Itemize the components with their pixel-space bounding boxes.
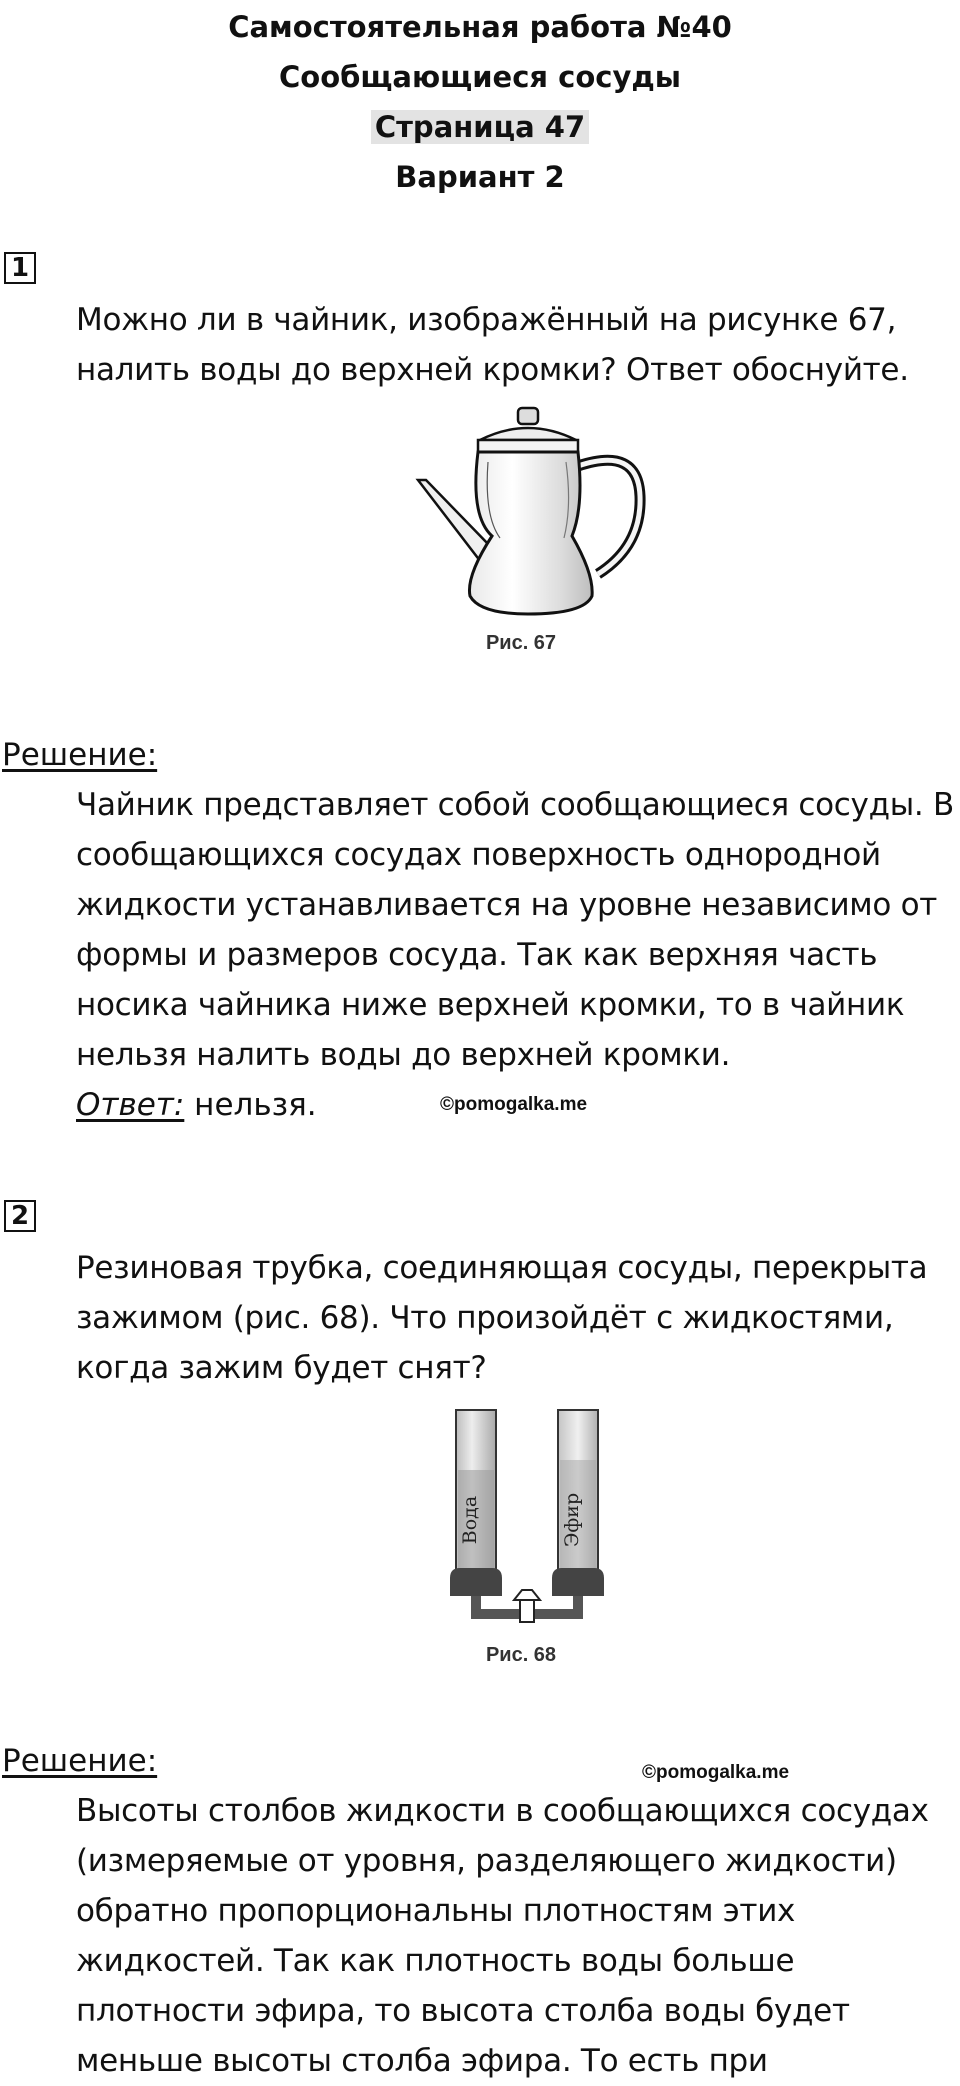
tube-right-label: Эфир <box>561 1492 583 1548</box>
page-header <box>0 0 960 202</box>
figure-68-caption: Рис. 68 <box>485 1644 557 1666</box>
figure-67-caption: Рис. 67 <box>485 632 557 654</box>
watermark-2: ©pomogalka.me <box>642 1762 790 1783</box>
figure-68 <box>416 1400 626 1680</box>
figure-67 <box>388 396 654 672</box>
teapot-illustration <box>388 396 654 626</box>
task-1-solution: Чайник представляет собой сообщающиеся сосуды. В сообщающихся сосудах поверхность однородной жидкости устанавливается на уровне независимо от формы и размеров сосуда. Так как верхняя часть носика чайника ниже верхней кромки, то в чайник нельзя налить воды до верхней кромки. <box>76 787 954 1073</box>
answer-value: нельзя. <box>194 1087 317 1123</box>
task-1-question: Можно ли в чайник, изображённый на рисунке 67, налить воды до верхней кромки? Ответ обоснуйте. <box>76 302 909 388</box>
task-1-answer <box>76 1080 317 1130</box>
task-2-question: Резиновая трубка, соединяющая сосуды, перекрыта зажимом (рис. 68). Что произойдёт с жидкостями, когда зажим будет снят? <box>76 1250 928 1386</box>
page-number: Страница 47 <box>371 110 589 144</box>
tube-left-label: Вода <box>459 1495 481 1545</box>
task-2-solution-label: Решение: <box>2 1743 158 1779</box>
variant-label: Вариант 2 <box>395 160 565 194</box>
task-2-number: 2 <box>4 1200 36 1232</box>
work-title: Самостоятельная работа №40 <box>228 10 732 44</box>
answer-label: Ответ: <box>76 1087 185 1123</box>
watermark-1: ©pomogalka.me <box>440 1094 588 1115</box>
task-1-number: 1 <box>4 252 36 284</box>
topic-title: Сообщающиеся сосуды <box>278 60 681 94</box>
task-1-solution-label: Решение: <box>2 737 158 773</box>
task-2-solution: Высоты столбов жидкости в сообщающихся сосудах (измеряемые от уровня, разделяющего жидкости) обратно пропорциональны плотностям этих жидкостей. Так как плотность воды больше плотности эфира, то высота столба воды будет меньше высоты столба эфира. То есть при <box>76 1793 929 2079</box>
tubes-illustration <box>416 1400 626 1640</box>
